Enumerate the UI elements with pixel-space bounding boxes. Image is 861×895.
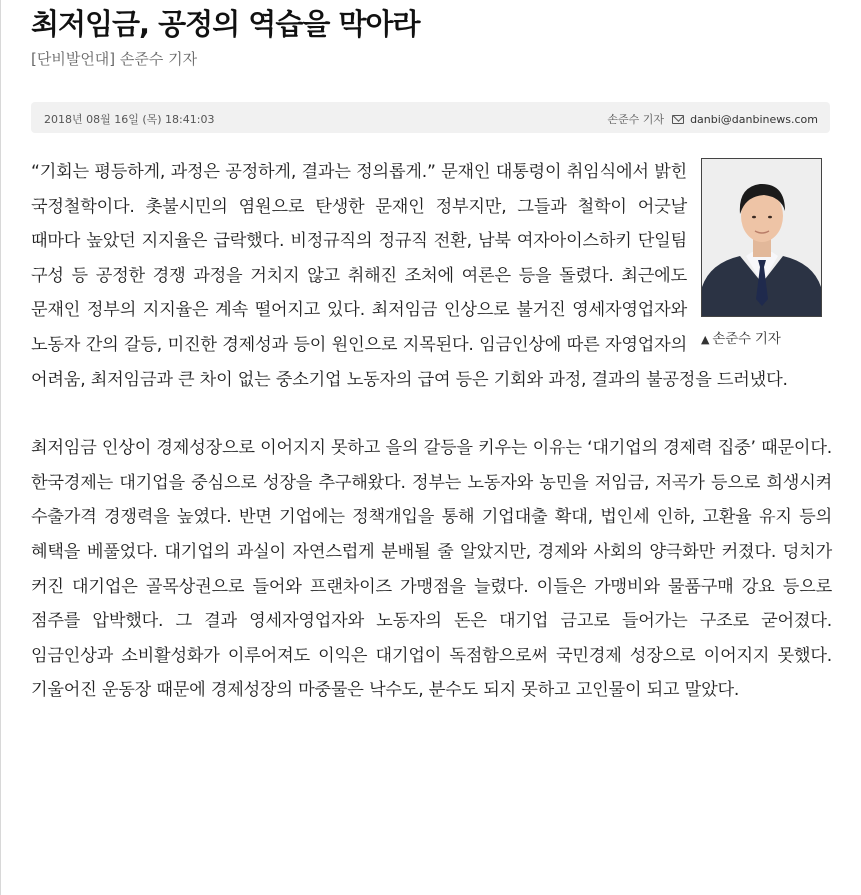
author-photo — [701, 158, 822, 317]
paragraph: “기회는 평등하게, 과정은 공정하게, 결과는 정의롭게.” 문재인 대통령이 취임식에서 밝힌 국정철학이다. 촛불시민의 염원으로 탄생한 문재인 정부지만, 그들과 철학이 어긋날 때마다 높았던 지지율은 급락했다. 비정규직의 정규직 전환, 남북 여자아이스하키 단일팀 구성 등 공정한 경쟁 과정을 거치지 않고 취해진 조처에 여론은 등을 돌렸다. 최근에도 문재인 정부의 지지율은 계속 떨어지고 있다. 최저임금 인상으로 불거진 영세자영업자와 노동자 간의 갈등, 미진한 경제성과 등이 원인으로 지목된다. 임금인상에 따른 자영업자의 어려움, 최저임금과 큰 차이 없는 중소기업 노동자의 급여 등은 기회와 과정, 결과의 불공정을 드러냈다. — [31, 162, 788, 390]
author-photo-box — [701, 158, 822, 350]
article-meta-bar — [31, 102, 830, 133]
article-body — [31, 155, 832, 708]
author-email-link[interactable]: danbi@danbinews.com — [690, 113, 818, 126]
caption-text: 손준수 기자 — [712, 331, 781, 347]
article-title: 최저임금, 공정의 역습을 막아라 — [31, 7, 420, 41]
author-info — [607, 111, 818, 127]
page-left-border — [0, 0, 1, 895]
publish-date: 2018년 08월 16일 (목) 18:41:03 — [44, 113, 215, 126]
caption-triangle-icon: ▲ — [701, 333, 710, 346]
meta-author: 손준수 기자 — [607, 113, 665, 126]
photo-caption — [701, 329, 822, 350]
mail-icon[interactable] — [672, 115, 684, 124]
article-subtitle: [단비발언대] 손준수 기자 — [31, 50, 198, 68]
paragraph: 최저임금 인상이 경제성장으로 이어지지 못하고 을의 갈등을 키우는 이유는 ‘대기업의 경제력 집중’ 때문이다. 한국경제는 대기업을 중심으로 성장을 추구해왔다. 정부는 노동자와 농민을 저임금, 저곡가 등으로 희생시켜 수출가격 경쟁력을 높였다. 반면 기업에는 정책개입을 통해 기업대출 확대, 법인세 인하, 고환율 유지 등의 혜택을 베풀었다. 대기업의 과실이 자연스럽게 분배될 줄 알았지만, 경제와 사회의 양극화만 커졌다. 덩치가 커진 대기업은 골목상권으로 들어와 프랜차이즈 가맹점을 늘렸다. 이들은 가맹비와 물품구매 강요 등으로 점주를 압박했다. 그 결과 영세자영업자와 노동자의 돈은 대기업 금고로 들어가는 구조로 굳어졌다. 임금인상과 소비활성화가 이루어져도 이익은 대기업이 독점함으로써 국민경제 성장으로 이어지지 못했다. 기울어진 운동장 때문에 경제성장의 마중물은 낙수도, 분수도 되지 못하고 고인물이 되고 말았다. — [31, 438, 832, 701]
author-portrait-image — [702, 159, 821, 316]
